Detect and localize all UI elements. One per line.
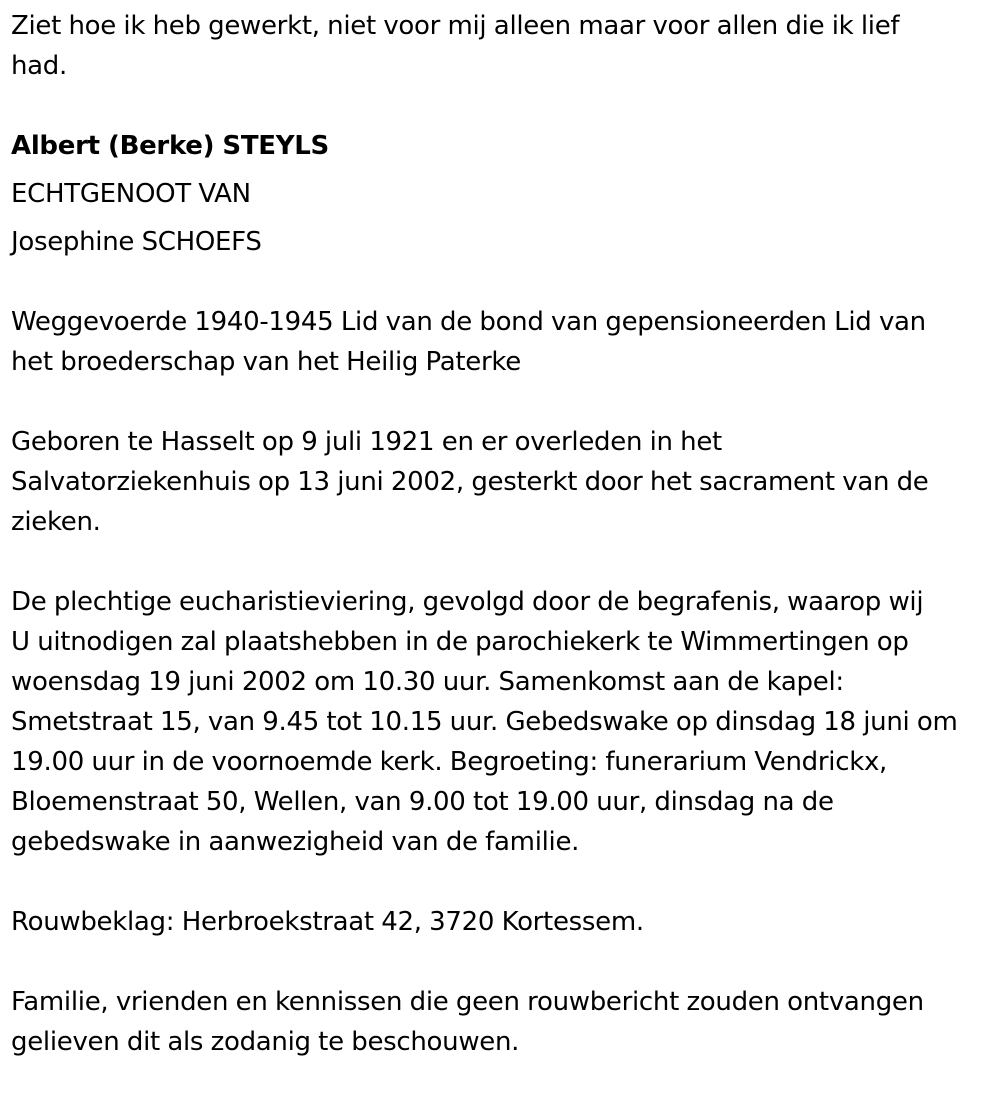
condolence-paragraph: [11, 902, 986, 942]
affiliations-line: Weggevoerde 1940-1945 Lid van de bond van gepensioneerden Lid van: [11, 307, 926, 337]
ceremony-paragraph: [11, 582, 986, 862]
intro-quote: [11, 6, 986, 86]
relation-label: ECHTGENOOT VAN: [11, 179, 251, 209]
affiliations-line: het broederschap van het Heilig Paterke: [11, 347, 521, 377]
closing-line: gelieven dit als zodanig te beschouwen.: [11, 1027, 520, 1057]
closing-line: Familie, vrienden en kennissen die geen rouwbericht zouden ontvangen: [11, 987, 924, 1017]
spouse-name: Josephine SCHOEFS: [11, 227, 262, 257]
ceremony-line: Bloemenstraat 50, Wellen, van 9.00 tot 19.00 uur, dinsdag na de: [11, 787, 834, 817]
ceremony-line: U uitnodigen zal plaatshebben in de parochiekerk te Wimmertingen op: [11, 627, 909, 657]
closing-paragraph: [11, 982, 986, 1062]
ceremony-line: 19.00 uur in de voornoemde kerk. Begroeting: funerarium Vendrickx,: [11, 747, 888, 777]
ceremony-line: gebedswake in aanwezigheid van de familie.: [11, 827, 580, 857]
intro-line: Ziet hoe ik heb gewerkt, niet voor mij alleen maar voor allen die ik lief: [11, 11, 900, 41]
birth-death-paragraph: [11, 422, 986, 542]
ceremony-line: De plechtige eucharistieviering, gevolgd door de begrafenis, waarop wij: [11, 587, 924, 617]
affiliations-paragraph: [11, 302, 986, 382]
birth-death-line: Geboren te Hasselt op 9 juli 1921 en er overleden in het: [11, 427, 722, 457]
birth-death-line: zieken.: [11, 507, 101, 537]
ceremony-line: woensdag 19 juni 2002 om 10.30 uur. Samenkomst aan de kapel:: [11, 667, 844, 697]
ceremony-line: Smetstraat 15, van 9.45 tot 10.15 uur. Gebedswake op dinsdag 18 juni om: [11, 707, 958, 737]
intro-line: had.: [11, 51, 67, 81]
obituary-text: [11, 6, 986, 1102]
deceased-name: Albert (Berke) STEYLS: [11, 131, 329, 161]
condolence-address: Rouwbeklag: Herbroekstraat 42, 3720 Kortessem.: [11, 907, 644, 937]
birth-death-line: Salvatorziekenhuis op 13 juni 2002, gesterkt door het sacrament van de: [11, 467, 929, 497]
